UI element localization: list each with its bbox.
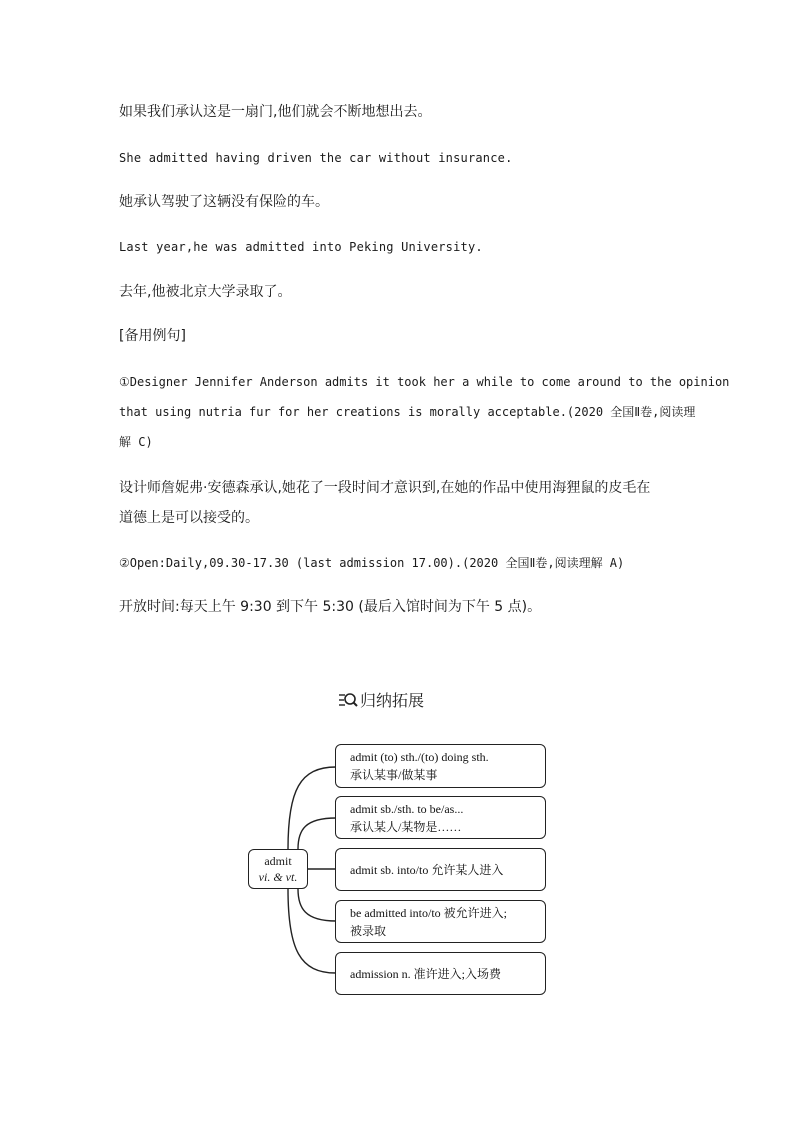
branch-4-line-2: 被录取 [350, 923, 387, 938]
text-line-12: ②Open:Daily,09.30-17.30 (last admission 17.00).(2020 全国Ⅱ卷,阅读理解 A) [119, 556, 625, 570]
branch-2-line-1: admit sb./sth. to be/as... [350, 801, 464, 816]
connector-branch-1 [288, 767, 336, 849]
text-line-7: ①Designer Jennifer Anderson admits it took her a while to come around to the opinion [119, 375, 730, 389]
branch-1-line-2: 承认某事/做某事 [350, 768, 438, 782]
text-line-10: 设计师詹妮弗·安德森承认,她花了一段时间才意识到,在她的作品中使用海狸鼠的皮毛在 [119, 480, 651, 496]
mindmap-branch-1 [335, 744, 546, 788]
mindmap-branch-4 [335, 900, 546, 943]
connector-branch-4 [298, 889, 336, 921]
text-line-3: 她承认驾驶了这辆没有保险的车。 [119, 194, 329, 210]
mindmap-branch-2 [335, 796, 546, 839]
branch-5-line-1: admission n. 准许进入;入场费 [350, 966, 502, 981]
text-line-4: Last year,he was admitted into Peking University. [119, 240, 483, 254]
text-line-8: that using nutria fur for her creations is morally acceptable.(2020 全国Ⅱ卷,阅读理 [119, 405, 696, 419]
branch-2-line-2: 承认某人/某物是…… [350, 819, 462, 834]
text-line-1: 如果我们承认这是一扇门,他们就会不断地想出去。 [119, 104, 432, 120]
backup-examples-heading: [备用例句] [119, 328, 186, 344]
branch-4-line-1: be admitted into/to 被允许进入; [350, 905, 507, 920]
text-line-13: 开放时间:每天上午 9:30 到下午 5:30 (最后入馆时间为下午 5 点)。 [119, 599, 542, 615]
branch-1-line-1: admit (to) sth./(to) doing sth. [350, 750, 489, 764]
connector-branch-5 [288, 889, 336, 973]
text-line-2: She admitted having driven the car without insurance. [119, 151, 513, 165]
root-pos: vi. & vt. [258, 870, 298, 884]
mindmap-root [248, 849, 308, 889]
branch-3-line-1: admit sb. into/to 允许某人进入 [350, 862, 504, 877]
text-line-5: 去年,他被北京大学录取了。 [119, 284, 292, 300]
text-line-11: 道德上是可以接受的。 [119, 510, 259, 526]
section-title-text: 归纳拓展 [360, 691, 425, 710]
text-line-9: 解 C) [119, 435, 153, 449]
mindmap-branch-5 [335, 952, 546, 995]
mindmap-branch-3 [335, 848, 546, 891]
root-word: admit [264, 854, 292, 868]
connector-branch-2 [298, 818, 336, 849]
